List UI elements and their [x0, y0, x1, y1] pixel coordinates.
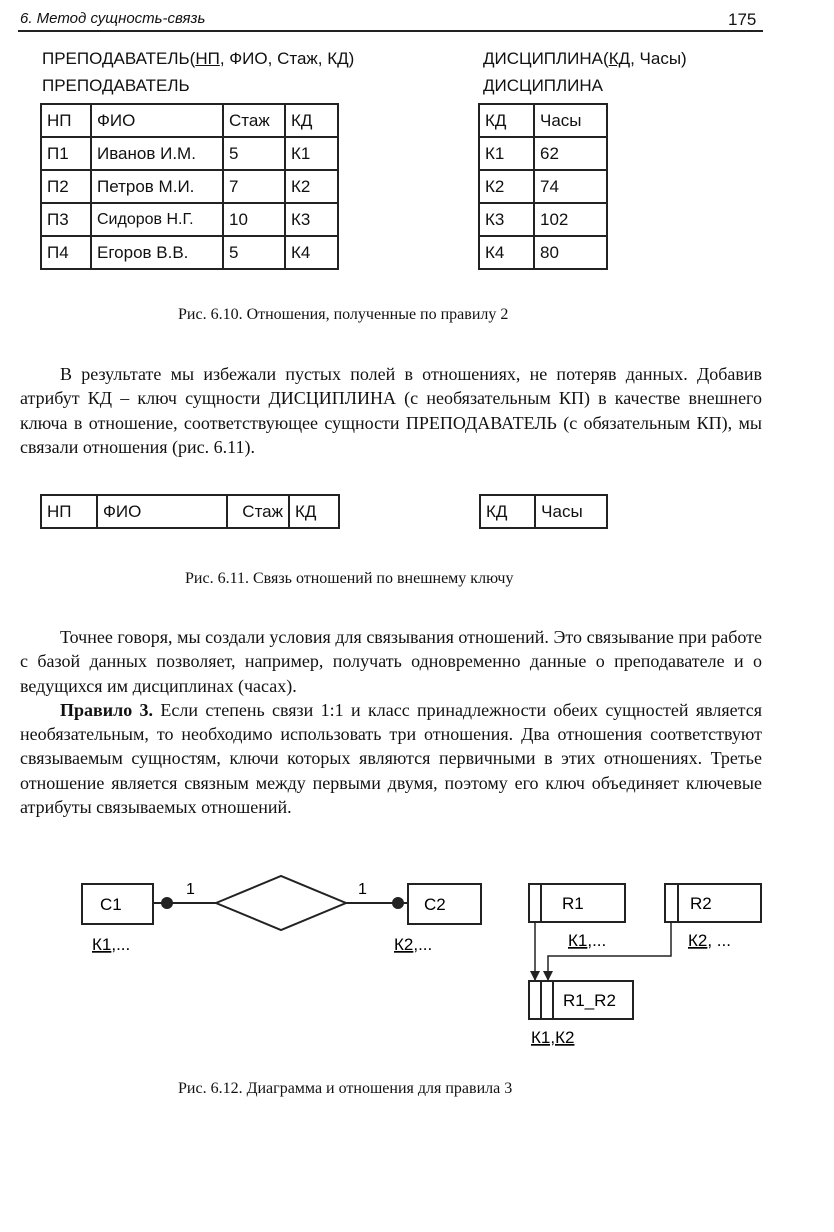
figure-6-12-diagram	[0, 860, 834, 1090]
field-cell: КД	[481, 496, 536, 527]
table-cell: 7	[223, 170, 285, 203]
table-cell: П4	[41, 236, 91, 269]
running-header-section: 6. Метод сущность-связь	[20, 10, 206, 27]
table-cell: П3	[41, 203, 91, 236]
header-rule	[18, 30, 763, 32]
discipline-relation-strip	[479, 494, 608, 529]
table-cell: К4	[479, 236, 534, 269]
teacher-table-title: ПРЕПОДАВАТЕЛЬ	[42, 76, 190, 95]
field-cell: ФИО	[98, 496, 228, 527]
table-row	[479, 137, 607, 170]
table-cell: К1	[479, 137, 534, 170]
figure-caption-6-10: Рис. 6.10. Отношения, полученные по правилу 2	[178, 306, 509, 323]
header-cell: Часы	[534, 104, 607, 137]
table-cell: 80	[534, 236, 607, 269]
relation-r1-label: R1	[562, 894, 584, 913]
discipline-schema: ДИСЦИПЛИНА(КД, Часы)	[483, 49, 687, 68]
teacher-schema: ПРЕПОДАВАТЕЛЬ(НП, ФИО, Стаж, КД)	[42, 49, 355, 68]
c2-attributes: К2,...	[394, 935, 433, 954]
discipline-table	[478, 103, 608, 270]
field-cell: КД	[295, 501, 317, 521]
c1-attributes: К1,...	[92, 935, 131, 954]
figure-caption-6-12: Рис. 6.12. Диаграмма и отношения для правила 3	[178, 1080, 513, 1097]
table-row	[479, 203, 607, 236]
table-header-row	[479, 104, 607, 137]
field-cell: НП	[42, 496, 98, 527]
table-cell: Иванов И.М.	[91, 137, 223, 170]
table-cell: 74	[534, 170, 607, 203]
header-cell: НП	[41, 104, 91, 137]
discipline-table-title: ДИСЦИПЛИНА	[483, 76, 604, 95]
r2-attributes: К2, ...	[688, 931, 731, 950]
table-cell: К4	[285, 236, 338, 269]
paragraph-1: В результате мы избежали пустых полей в отношениях, не потеряв данных. Добавив атрибут КД – ключ сущности ДИСЦИПЛИНА (с необязательным КП) в качестве внешнего ключа в отношение, соответствующее сущности ПРЕПОДАВАТЕЛЬ (с обязательным КП), мы связали отношения (рис. 6.11).	[20, 364, 762, 457]
relationship-diamond	[216, 876, 346, 930]
paragraph-2: Точнее говоря, мы создали условия для связывания отношений. Это связывание при работе с базой данных позволяет, например, получать одновременно данные о преподавателе и о ведущихся им дисциплинах (часах). Правило 3. Если степень связи 1:1 и класс принадлежности обеих сущностей является необязательным, то необходимо использовать три отношения. Два отношения соответствуют связываемым сущностям, ключи которых являются первичными в этих отношениях. Третье отношение является связным между первыми двумя, поэтому его ключ объединяет ключевые атрибуты связываемых отношений.	[20, 625, 762, 819]
table-cell: 102	[534, 203, 607, 236]
field-cell: Стаж	[228, 496, 290, 527]
relation-r1-r2-label: R1_R2	[563, 991, 616, 1010]
header-cell: Стаж	[223, 104, 285, 137]
optional-membership-dot-right	[392, 897, 404, 909]
entity-c2-label: С2	[424, 895, 446, 914]
table-cell: К3	[285, 203, 338, 236]
table-cell: 62	[534, 137, 607, 170]
table-cell: П2	[41, 170, 91, 203]
table-row	[479, 170, 607, 203]
table-cell: К1	[285, 137, 338, 170]
relation-r2-label: R2	[690, 894, 712, 913]
table-row	[41, 236, 338, 269]
table-cell: П1	[41, 137, 91, 170]
rule-3-label: Правило 3.	[60, 699, 154, 720]
table-cell: Сидоров Н.Г.	[91, 203, 223, 236]
r1-attributes: К1,...	[568, 931, 607, 950]
figure-caption-6-11: Рис. 6.11. Связь отношений по внешнему ключу	[185, 570, 514, 587]
table-cell: Егоров В.В.	[91, 236, 223, 269]
page-number: 175	[728, 10, 757, 29]
table-cell: 10	[223, 203, 285, 236]
table-row	[479, 236, 607, 269]
table-row	[41, 170, 338, 203]
table-header-row	[41, 104, 338, 137]
table-cell: К2	[479, 170, 534, 203]
table-cell: Петров М.И.	[91, 170, 223, 203]
table-cell: К2	[285, 170, 338, 203]
optional-membership-dot-left	[161, 897, 173, 909]
cardinality-right: 1	[358, 881, 367, 898]
table-row	[41, 137, 338, 170]
table-row	[41, 203, 338, 236]
fk-arrow-r2	[548, 922, 671, 980]
relation-r2	[665, 884, 761, 922]
teacher-relation-strip	[40, 494, 340, 529]
cardinality-left: 1	[186, 881, 195, 898]
teacher-table	[40, 103, 339, 270]
rule-3-paragraph: Правило 3. Если степень связи 1:1 и класс принадлежности обеих сущностей является необязательным, то необходимо использовать три отношения. Два отношения соответствуют связываемым сущностям, ключи которых являются первичными в этих отношениях. Третье отношение является связным между первыми двумя, поэтому его ключ объединяет ключевые атрибуты связываемых отношений.	[20, 699, 762, 818]
header-cell: КД	[479, 104, 534, 137]
r1-r2-key: К1,К2	[531, 1028, 575, 1047]
table-cell: К3	[479, 203, 534, 236]
field-cell: Часы	[541, 501, 583, 521]
entity-c1-label: С1	[100, 895, 122, 914]
table-cell: 5	[223, 236, 285, 269]
header-cell: КД	[285, 104, 338, 137]
header-cell: ФИО	[91, 104, 223, 137]
table-cell: 5	[223, 137, 285, 170]
